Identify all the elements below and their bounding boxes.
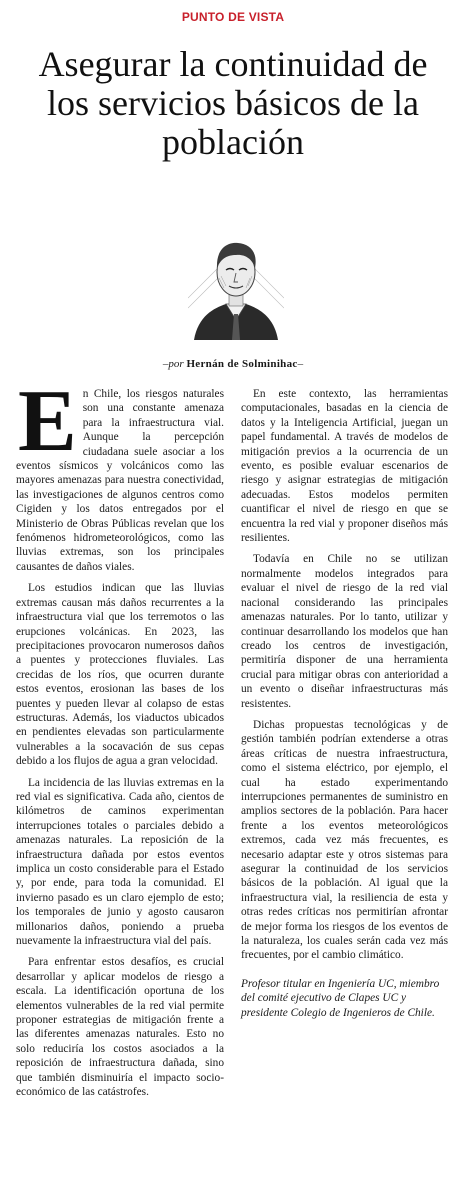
paragraph-7: Dichas propuestas tecnológicas y de gestión también podrían extenderse a otras áreas críticas de nuestra infraestructura, como el sistema eléctrico, por ejemplo, el cual ha estado experimentando interrupciones permanentes de suministro en amplios sectores de la población. Para hacer frente a los eventos meteorológicos extremos, cada vez más frecuentes, es necesario adaptar este y otros sistemas para asegurar la continuidad de los servicios básicos de la población. Al igual que la infraestructura vial, la resiliencia de esta y otras redes críticas nos permitirían afrontar de mejor forma los riesgos de los eventos de la naturaleza, los cuales serán cada vez más frecuentes, por el cambio climático. <box>241 718 448 962</box>
paragraph-2: Los estudios indican que las lluvias extremas causan más daños recurrentes a la infraestructura vial que los terremotos o las erupciones volcánicas. En 2023, las precipitaciones provocaron numerosos daños a puentes y protecciones fluviales. Las crecidas de los ríos, que ocurren durante estos eventos, erosionan las bases de los puentes y pueden llevar al colapso de estas estructuras. Además, los viaductos ubicados en pendientes elevadas son particularmente vulnerables a la socavación de sus cepas debido a los flujos de agua a gran velocidad. <box>16 582 224 768</box>
byline-suffix: – <box>297 358 304 370</box>
drop-cap: E <box>18 373 77 470</box>
byline <box>0 358 466 370</box>
paragraph-1 <box>16 373 224 574</box>
paragraph-5: En este contexto, las herramientas computacionales, basadas en la ciencia de datos y la Inteligencia Artificial, juegan un papel fundamental. A través de modelos de mitigación previos a la ocurrencia de un evento, es posible evaluar escenarios de riesgo y asignar estrategias de mitigación adecuadas. Estos modelos permiten cuantificar el nivel de riesgo en que se encuentra la red vial y proponer diseños más resilientes. <box>241 388 448 545</box>
byline-prefix: –por <box>162 358 187 370</box>
paragraph-4: Para enfrentar estos desafíos, es crucial desarrollar y aplicar modelos de riesgo a escala. La identificación oportuna de los elementos vulnerables de la red vial permite proponer estrategias de mitigación frente a las diferentes amenazas naturales. Esto no solo reduciría los costos asociados a la reposición de infraestructura dañada, sino que también disminuiría el impacto socio-económico de las catástrofes. <box>16 956 224 1099</box>
section-label: PUNTO DE VISTA <box>181 10 285 24</box>
article-column-left <box>16 373 224 1107</box>
article-headline: Asegurar la continuidad de los servicios básicos de la población <box>38 44 428 162</box>
paragraph-1-text: n Chile, los riesgos naturales son una constante amenaza para la infraestructura vial. Aunque la percepción ciudadana suele asociar a los eventos sísmicos y volcánicos como las mayores amenazas para nuestra conectividad, las investigaciones de algunos centros como Cigiden y los datos entregados por el Ministerio de Obras Públicas revelan que los fenómenos hidrometeorológicos, como las lluvias extremas, son los principales causantes de daños viales. <box>16 388 224 573</box>
article-column-right <box>241 387 448 1027</box>
paragraph-3: La incidencia de las lluvias extremas en la red vial es significativa. Cada año, cientos de kilómetros de caminos experimentan interrupciones totales o parciales debido a amenazas naturales. La reposición de la infraestructura dañada por estos eventos implica un costo considerable para el Estado y, por ende, para toda la comunidad. El invierno pasado es un claro ejemplo de esto; los temporales de junio y agosto causaron millonarios daños, poniendo a prueba nuevamente la infraestructura vial del país. <box>16 776 224 948</box>
author-name: Hernán de Solminihac <box>186 358 298 370</box>
paragraph-6: Todavía en Chile no se utilizan normalmente modelos integrados para evaluar el nivel de riesgo de la red vial nacional considerando las principales amenazas naturales. Por lo tanto, utilizar y continuar desarrollando los modelos que han creado los centros de investigación, permitiría disponer de una herramienta crucial para mitigar obras con anterioridad a un evento o diseñar infraestructuras más resistentes. <box>241 553 448 710</box>
author-portrait-icon <box>188 228 284 340</box>
author-signature: Profesor titular en Ingeniería UC, miembro del comité ejecutivo de Clapes UC y presidente Colegio de Ingenieros de Chile. <box>241 977 440 1019</box>
